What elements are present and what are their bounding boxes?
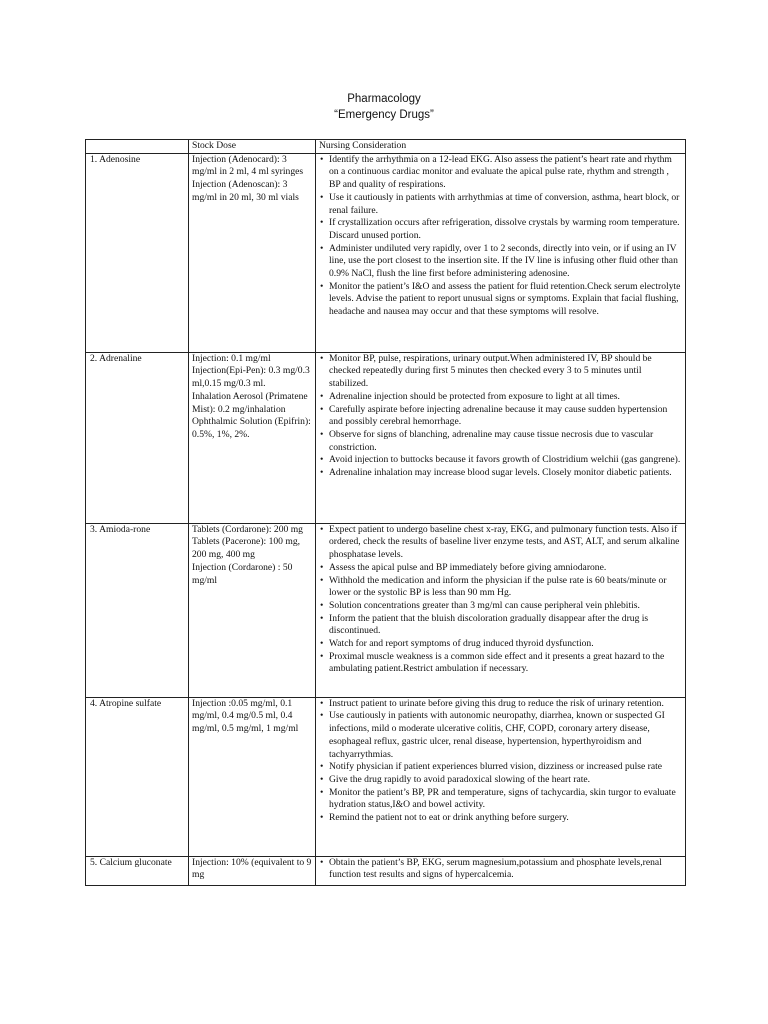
page-subtitle: “Emergency Drugs” xyxy=(334,109,434,121)
stock-dose xyxy=(189,352,316,523)
nursing-consideration xyxy=(316,523,686,697)
stock-dose-text: Tablets (Cordarone): 200 mg Tablets (Pacerone): 100 mg, 200 mg, 400 mg Injection (Cordarone) : 50 mg/ml xyxy=(192,523,303,586)
list-item: • Avoid injection to buttocks because it favors growth of Clostridium welchii (gas gangrene). xyxy=(329,454,682,467)
table-row xyxy=(86,697,686,856)
table-header-row xyxy=(86,140,686,154)
list-item: • Observe for signs of blanching, adrenaline may cause tissue necrosis due to vascular constriction. xyxy=(329,429,682,454)
drug-name: 2. Adrenaline xyxy=(86,352,189,523)
page-title: Pharmacology xyxy=(347,93,421,105)
stock-dose xyxy=(189,523,316,697)
consideration-list xyxy=(319,353,682,480)
drug-table xyxy=(85,139,686,886)
list-item: • Remind the patient not to eat or drink anything before surgery. xyxy=(329,812,682,825)
list-item: • Give the drug rapidly to avoid paradoxical slowing of the heart rate. xyxy=(329,774,682,787)
drug-name: 3. Amioda-rone xyxy=(86,523,189,697)
stock-dose xyxy=(189,856,316,885)
list-item: • Inform the patient that the bluish discoloration gradually disappear after the drug is discontinued. xyxy=(329,613,682,638)
list-item: • Identify the arrhythmia on a 12-lead EKG. Also assess the patient’s heart rate and rhythm on a continuous cardiac monitor and evaluate the apical pulse rate, rhythm and strength , BP and quality of respirations. xyxy=(329,154,682,192)
drug-name: 5. Calcium gluconate xyxy=(86,856,189,885)
consideration-list xyxy=(319,524,682,676)
header-stock-dose: Stock Dose xyxy=(189,140,316,154)
list-item: • If crystallization occurs after refrigeration, dissolve crystals by warming room temperature. Discard unused portion. xyxy=(329,217,682,242)
consideration-list xyxy=(319,857,682,882)
consideration-list xyxy=(319,698,682,825)
list-item: • Adrenaline inhalation may increase blood sugar levels. Closely monitor diabetic patients. xyxy=(329,467,682,480)
nursing-consideration xyxy=(316,856,686,885)
list-item: • Obtain the patient’s BP, EKG, serum magnesium,potassium and phosphate levels,renal function test results and signs of hypercalcemia. xyxy=(329,857,682,882)
list-item: • Withhold the medication and inform the physician if the pulse rate is 60 beats/minute or lower or the systolic BP is less than 90 mm Hg. xyxy=(329,575,682,600)
stock-dose-text: Injection :0.05 mg/ml, 0.1 mg/ml, 0.4 mg/0.5 ml, 0.4 mg/ml, 0.5 mg/ml, 1 mg/ml xyxy=(192,697,299,735)
stock-dose xyxy=(189,697,316,856)
list-item: • Adrenaline injection should be protected from exposure to light at all times. xyxy=(329,391,682,404)
list-item: • Notify physician if patient experiences blurred vision, dizziness or increased pulse rate xyxy=(329,761,682,774)
stock-dose-text: Injection (Adenocard): 3 mg/ml in 2 ml, 4 ml syringes Injection (Adenoscan): 3 mg/ml in 20 ml, 30 ml vials xyxy=(192,153,304,203)
nursing-consideration xyxy=(316,697,686,856)
list-item: • Monitor BP, pulse, respirations, urinary output.When administered IV, BP should be checked repeatedly during first 5 minutes then checked every 3 to 5 minutes until stabilized. xyxy=(329,353,682,391)
table-row xyxy=(86,153,686,352)
stock-dose xyxy=(189,153,316,352)
nursing-consideration xyxy=(316,352,686,523)
list-item: • Solution concentrations greater than 3 mg/ml can cause peripheral vein phlebitis. xyxy=(329,600,682,613)
list-item: • Monitor the patient’s I&O and assess the patient for fluid retention.Check serum electrolyte levels. Advise the patient to report unusual signs or symptoms. Explain that facial flushing, headache and nausea may occur and that these symptoms will resolve. xyxy=(329,281,682,319)
list-item: • Administer undiluted very rapidly, over 1 to 2 seconds, directly into vein, or if using an IV line, use the port closest to the insertion site. If the IV line is infusing other fluid other than 0.9% NaCl, flush the line first before administering adenosine. xyxy=(329,243,682,281)
stock-dose-text: Injection: 10% (equivalent to 9 mg xyxy=(192,856,312,881)
consideration-list xyxy=(319,154,682,319)
table-row xyxy=(86,352,686,523)
drug-name: 4. Atropine sulfate xyxy=(86,697,189,856)
list-item: • Assess the apical pulse and BP immediately before giving amniodarone. xyxy=(329,562,682,575)
nursing-consideration xyxy=(316,153,686,352)
list-item: • Proximal muscle weakness is a common side effect and it presents a great hazard to the ambulating patient.Restrict ambulation if necessary. xyxy=(329,651,682,676)
list-item: • Carefully aspirate before injecting adrenaline because it may cause sudden hypertension and possibly cerebral hemorrhage. xyxy=(329,404,682,429)
list-item: • Instruct patient to urinate before giving this drug to reduce the risk of urinary retention. xyxy=(329,698,682,711)
table-row xyxy=(86,523,686,697)
header-drug xyxy=(86,140,189,154)
list-item: • Expect patient to undergo baseline chest x-ray, EKG, and pulmonary function tests. Also if ordered, check the results of baseline liver enzyme tests, and AST, ALT, and serum alkaline phosphatase levels. xyxy=(329,524,682,562)
list-item: • Watch for and report symptoms of drug induced thyroid dysfunction. xyxy=(329,638,682,651)
list-item: • Monitor the patient’s BP, PR and temperature, signs of tachycardia, skin turgor to evaluate hydration status,I&O and bowel activity. xyxy=(329,787,682,812)
drug-name: 1. Adenosine xyxy=(86,153,189,352)
table-row xyxy=(86,856,686,885)
header-nursing-consideration: Nursing Consideration xyxy=(316,140,686,154)
list-item: • Use it cautiously in patients with arrhythmias at time of conversion, asthma, heart block, or renal failure. xyxy=(329,192,682,217)
list-item: • Use cautiously in patients with autonomic neuropathy, diarrhea, known or suspected GI infections, mild o moderate ulcerative colitis, CHF, COPD, coronary artery disease, esophageal reflux, gastric ulcer, renal disease, hypertension, hyperthyroidism and tachyarrythmias. xyxy=(329,710,682,761)
stock-dose-text: Injection: 0.1 mg/ml Injection(Epi-Pen): 0.3 mg/0.3 ml,0.15 mg/0.3 ml. Inhalation Aerosol (Primatene Mist): 0.2 mg/inhalation Ophthalmic Solution (Epifrin): 0.5%, 1%, 2%. xyxy=(192,352,311,440)
